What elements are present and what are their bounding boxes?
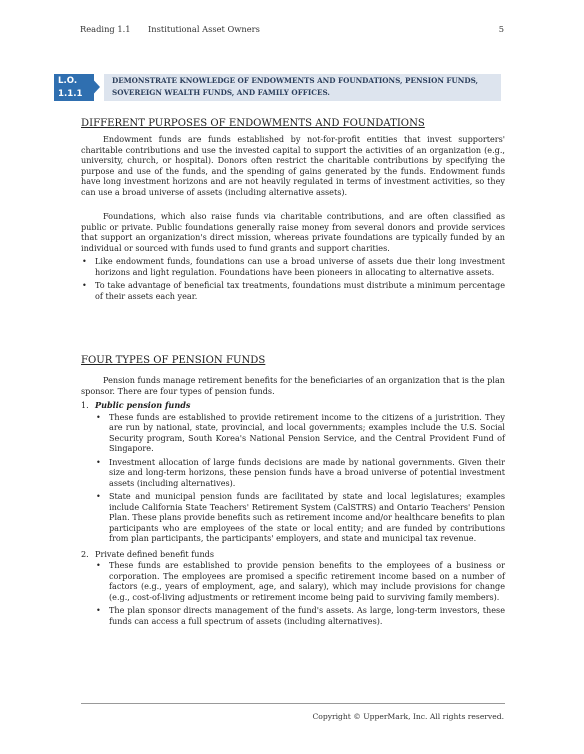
list-item-text: These funds are established to provide pension benefits to the employees of a business or corporation. The employees are promised a specific retirement income based on a number of factors (e.g., years of employment, age, and salary), which may include provisions for change (e.g., cost-of-living adjustments or retirement income being paid to surviving family members). xyxy=(109,560,505,602)
list-item xyxy=(95,605,505,626)
bullet-list xyxy=(95,560,505,626)
list-item xyxy=(95,457,505,489)
list-item xyxy=(95,491,505,544)
section-endowments xyxy=(81,118,505,304)
lo-tag-line2: 1.1.1 xyxy=(58,88,83,99)
section-pension-funds xyxy=(81,355,505,629)
reading-title: Institutional Asset Owners xyxy=(148,24,260,34)
item-title: Public pension funds xyxy=(95,400,191,410)
list-item xyxy=(81,256,505,277)
bullet-icon: • xyxy=(96,605,101,615)
item-number: 2. xyxy=(81,548,89,559)
footer-divider xyxy=(81,703,505,704)
section-heading: DIFFERENT PURPOSES OF ENDOWMENTS AND FOUNDATIONS xyxy=(81,118,425,129)
paragraph: Endowment funds are funds established by not-for-profit entities that invest supporters' charitable contributions and use the invested capital to support the activities of an organization (e.g., university, church, or hospital). Donors often restrict the charitable contributions by specifying the purpose and use of the funds, and the spending of gains generated by the funds. Endowment funds have long investment horizons and are not heavily regulated in terms of investment activities, so they can use a broad universe of assets (including alternative assets). xyxy=(81,134,505,197)
list-item-text: State and municipal pension funds are facilitated by state and local legislatures; examples include California State Teachers' Retirement System (CalSTRS) and Ontario Teachers' Pension Plan. These plans provide benefits such as retirement income and/or healthcare benefits to plan participants who are employees of the state or local entity; and are funded by contributions from plan participants, the participants' employers, and state and municipal tax revenue. xyxy=(109,491,505,543)
bullet-list xyxy=(95,412,505,544)
list-item-text: These funds are established to provide retirement income to the citizens of a juristrition. They are run by national, state, provincial, and local governments; examples include the U.S. Social Security program, South Korea's National Pension Service, and the Central Provident Fund of Singapore. xyxy=(109,411,505,453)
bullet-icon: • xyxy=(96,456,101,467)
bullet-icon: • xyxy=(96,491,101,501)
bullet-icon: • xyxy=(96,560,101,570)
reading-number: Reading 1.1 xyxy=(80,24,131,34)
paragraph: Foundations, which also raise funds via charitable contributions, and are often classified as public or private. Public foundations generally raise money from several donors and provide services that support an organization's direct mission, whereas private foundations are typically funded by an individual or sourced with funds used to fund grants and support charities. xyxy=(81,211,505,253)
list-item xyxy=(95,412,505,454)
section-heading: FOUR TYPES OF PENSION FUNDS xyxy=(81,355,266,366)
list-item xyxy=(95,560,505,602)
learning-objective-banner xyxy=(54,74,501,101)
list-item-text: To take advantage of beneficial tax treatments, foundations must distribute a minimum percentage of their assets each year. xyxy=(95,280,505,301)
numbered-item xyxy=(81,549,505,627)
bullet-icon: • xyxy=(82,256,87,266)
item-number: 1. xyxy=(81,400,89,410)
lo-arrow-shape xyxy=(88,74,100,100)
list-item-text: The plan sponsor directs management of the fund's assets. As large, long-term investors, these funds can access a full spectrum of assets (including alternatives). xyxy=(109,605,505,626)
item-title: Private defined benefit funds xyxy=(95,548,214,559)
list-item-text: Like endowment funds, foundations can use a broad universe of assets due their long investment horizons and light regulation. Foundations have been pioneers in allocating to alternative assets. xyxy=(95,256,505,277)
copyright-footer: Copyright © UpperMark, Inc. All rights reserved. xyxy=(312,712,504,721)
bullet-icon: • xyxy=(82,280,87,290)
lo-text: DEMONSTRATE KNOWLEDGE OF ENDOWMENTS AND FOUNDATIONS, PENSION FUNDS, SOVEREIGN WEALTH FUNDS, AND FAMILY OFFICES. xyxy=(104,74,501,101)
paragraph: Pension funds manage retirement benefits for the beneficiaries of an organization that is the plan sponsor. There are four types of pension funds. xyxy=(81,375,505,396)
page-number: 5 xyxy=(498,24,504,34)
list-item xyxy=(81,280,505,301)
list-item-text: Investment allocation of large funds decisions are made by national governments. Given their size and long-term horizons, these pension funds have a broad universe of potential investment assets (including alternatives). xyxy=(109,456,505,488)
bullet-icon: • xyxy=(96,411,101,422)
numbered-item xyxy=(81,400,505,544)
bullet-list xyxy=(81,256,505,301)
lo-tag-line1: L.O. xyxy=(58,76,78,86)
